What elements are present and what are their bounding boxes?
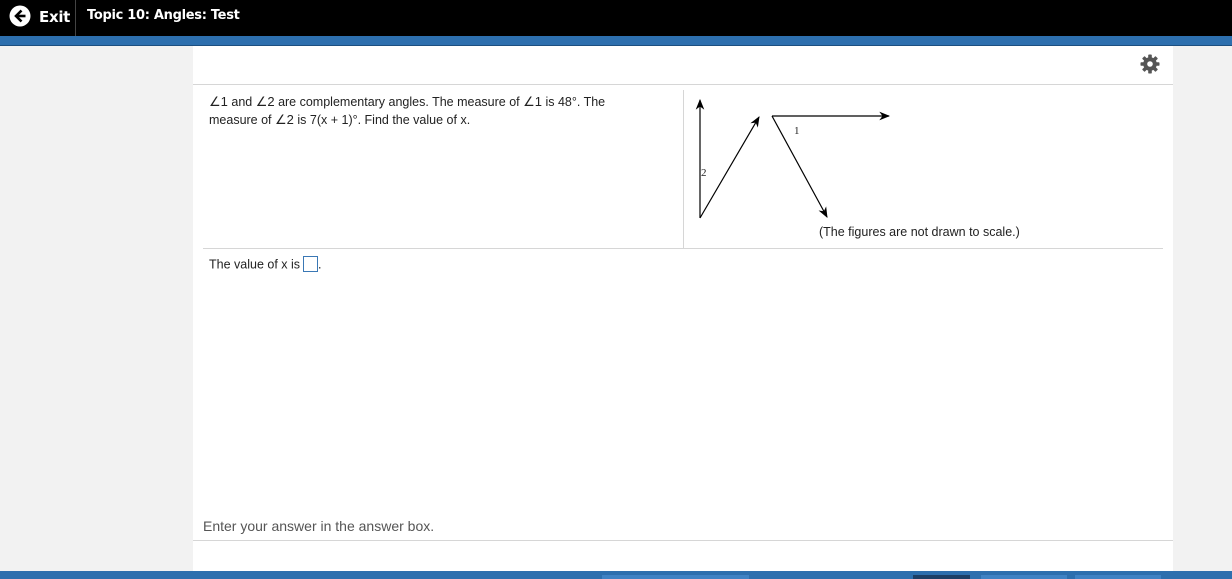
- question-fragment: are complementary angles. The measure of: [274, 95, 524, 109]
- question-text: [209, 93, 649, 129]
- bottom-bar-button[interactable]: [981, 575, 1067, 579]
- gear-icon[interactable]: [1140, 54, 1160, 74]
- question-fragment: is 48°. The measure of: [209, 95, 606, 127]
- angle-symbol: ∠2: [275, 112, 294, 127]
- page-title: Topic 10: Angles: Test: [87, 8, 240, 23]
- question-fragment: is 7(x + 1)°. Find the value of x.: [293, 113, 471, 127]
- panel-bottom-divider: [193, 540, 1173, 541]
- angle2-ray-slanted: [700, 117, 759, 218]
- panel-top-divider: [193, 84, 1173, 85]
- answer-line: [209, 257, 322, 273]
- bottom-bar-button[interactable]: [602, 575, 749, 579]
- answer-input[interactable]: [303, 256, 318, 272]
- arrow-left-circle-icon: [9, 5, 31, 27]
- angle2-label: 2: [701, 167, 707, 179]
- figure-caption: (The figures are not drawn to scale.): [819, 225, 1020, 239]
- angle1-ray-slanted: [772, 116, 827, 217]
- question-fragment: and: [227, 95, 256, 109]
- exit-button[interactable]: [0, 0, 76, 36]
- answer-hint: Enter your answer in the answer box.: [203, 518, 435, 534]
- answer-prefix: The value of x is: [209, 257, 301, 272]
- answer-suffix: .: [318, 257, 322, 272]
- header-accent-strip: [0, 36, 1232, 45]
- angle-symbol: ∠2: [255, 94, 275, 109]
- angle-symbol: ∠1: [523, 94, 542, 109]
- question-panel: [193, 46, 1173, 571]
- bottom-bar-button[interactable]: [1075, 575, 1161, 579]
- top-bar: [0, 0, 1232, 36]
- angle1-label: 1: [794, 125, 800, 137]
- exit-label: Exit: [39, 8, 71, 26]
- question-divider: [203, 248, 1163, 249]
- angle-symbol: ∠1: [209, 94, 228, 109]
- figure-divider: [683, 90, 684, 248]
- bottom-bar-button[interactable]: [913, 575, 970, 579]
